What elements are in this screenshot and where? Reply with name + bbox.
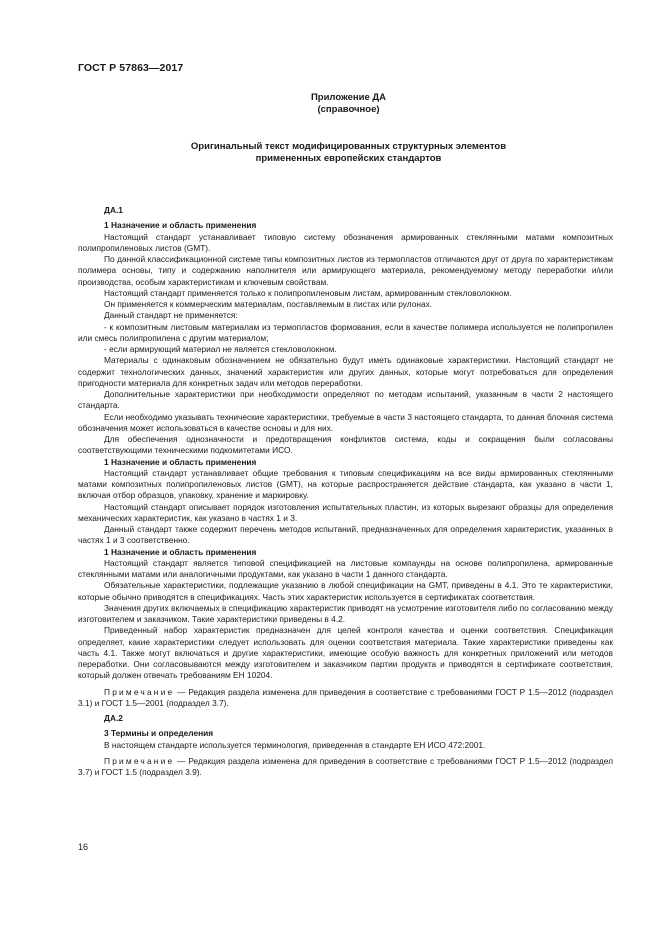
note-1	[78, 687, 613, 710]
paragraph: Материалы с одинаковым обозначением не обязательно будут иметь одинаковые характеристики. Настоящий стандарт не содержит технологических данных, значений характеристик или других данных, которые могут потребоваться для определения пригодности материала для конкретных задач или методов переработки.	[78, 355, 613, 388]
document-code-header: ГОСТ Р 57863—2017	[78, 62, 184, 74]
section-heading-scope-3: 1 Назначение и область применения	[104, 546, 257, 557]
paragraph: Настоящий стандарт устанавливает общие требования к типовым спецификациям на все виды армированных стеклянными матами композитных полипропиленовых листов (GMT), на которые распространяется действие стандарта, как указано в части 1, включая отбор образцов, упаковку, хранение и маркировку.	[78, 467, 613, 501]
main-title	[0, 141, 661, 165]
note-text: — Редакция раздела изменена для приведения в соответствие с требованиями ГОСТ Р 1.5—2012 (подраздел 3.7) и ГОСТ 1.5 (подраздел 3.9).	[78, 755, 613, 777]
paragraph: Он применяется к коммерческим материалам, поставляемым в листах или рулонах.	[104, 299, 433, 309]
paragraph: Дополнительные характеристики при необходимости определяют по методам испытаний, указанным в части 2 настоящего стандарта.	[78, 389, 613, 411]
paragraph: Данный стандарт также содержит перечень методов испытаний, предназначенных для определения характеристик, указанных в частях 1 и 3 соответственно.	[78, 524, 613, 546]
page-number: 16	[78, 842, 89, 852]
note-label: Примечание	[104, 755, 175, 766]
annex-clause-da2: ДА.2	[104, 713, 123, 723]
paragraph: Настоящий стандарт является типовой спецификацией на листовые компаунды на основе полипропилена, армированные стеклянными матами или аналогичными продуктами, как указано в части 1 данного стандарта.	[78, 557, 613, 579]
document-body	[78, 204, 613, 782]
main-title-line-1: Оригинальный текст модифицированных структурных элементов	[190, 141, 507, 152]
paragraph: Приведенный набор характеристик предназначен для целей контроля качества и оценки соответствия. Спецификация определяет, какие характеристики следует использовать для оценки соответствия материала. Такие характеристики приведены как часть 4.1. Также могут включаться и другие характеристики, имеющие особую важность для конкретных приложений или методов переработки. Они согласовываются между изготовителем и заказчиком партии продукта и приводятся в сертификате соответствия, который должен отвечать требованиям ЕН 10204.	[78, 625, 613, 681]
annex-clause-da1: ДА.1	[104, 205, 123, 215]
paragraph: По данной классификационной системе типы композитных листов из термопластов отличаются друг от друга по характеристикам полимера основы, типу и содержанию наполнителя или армирующего материала, рекомендуемому методу переработки и/или производства, особым характеристикам и ключевым свойствам.	[78, 254, 613, 287]
paragraph: Настоящий стандарт устанавливает типовую систему обозначения армированных стеклянными матами композитных полипропиленовых листов (GMT).	[78, 231, 613, 253]
paragraph: Если необходимо указывать технические характеристики, требуемые в части 3 настоящего стандарта, то данная блочная система обозначения может использоваться в качестве основы и для них.	[78, 411, 613, 433]
paragraph: Данный стандарт не применяется:	[104, 310, 238, 321]
list-item: - к композитным листовым материалам из термопластов формования, если в качестве полимера используется не полипропилен или смесь полипропилена с другим материалом;	[78, 321, 613, 343]
paragraph: Для обеспечения однозначности и предотвращения конфликтов система, коды и сокращения были согласованы соответствующими техническими подкомитетами ИСО.	[78, 434, 613, 456]
paragraph: Значения других включаемых в спецификацию характеристик приводят на усмотрение изготовителя либо по согласованию между изготовителем и заказчиком. Такие характеристики приведены в 4.2.	[78, 602, 613, 624]
note-label: Примечание	[104, 686, 175, 697]
section-heading-terms: 3 Термины и определения	[104, 728, 214, 739]
note-text: — Редакция раздела изменена для приведения в соответствие с требованиями ГОСТ Р 1.5—2012 (подраздел 3.1) и ГОСТ 1.5—2001 (подраздел 3.7).	[78, 686, 613, 708]
annex-heading	[0, 92, 661, 116]
annex-title: Приложение ДА	[310, 92, 387, 103]
note-2	[78, 756, 613, 779]
paragraph: Настоящий стандарт применяется только к полипропиленовым листам, армированным стекловолокном.	[104, 287, 512, 298]
paragraph: Настоящий стандарт описывает порядок изготовления испытательных пластин, из которых вырезают образцы для определения механических характеристик, как указано в частях 1 и 3.	[78, 501, 613, 523]
paragraph: Обязательные характеристики, подлежащие указанию в любой спецификации на GMT, приведены в 4.1. Это те характеристики, которые обычно приводятся в спецификациях. Часть этих характеристик используется в сертификатах соответствия.	[78, 580, 613, 602]
main-title-line-2: примененных европейских стандартов	[255, 153, 442, 164]
section-heading-scope-2: 1 Назначение и область применения	[104, 456, 257, 467]
paragraph: В настоящем стандарте используется терминология, приведенная в стандарте ЕН ИСО 472:2001.	[104, 739, 486, 750]
list-item: - если армирующий материал не является стекловолокном.	[104, 344, 337, 354]
annex-subtitle: (справочное)	[317, 104, 380, 115]
section-heading-scope-1: 1 Назначение и область применения	[104, 220, 257, 231]
